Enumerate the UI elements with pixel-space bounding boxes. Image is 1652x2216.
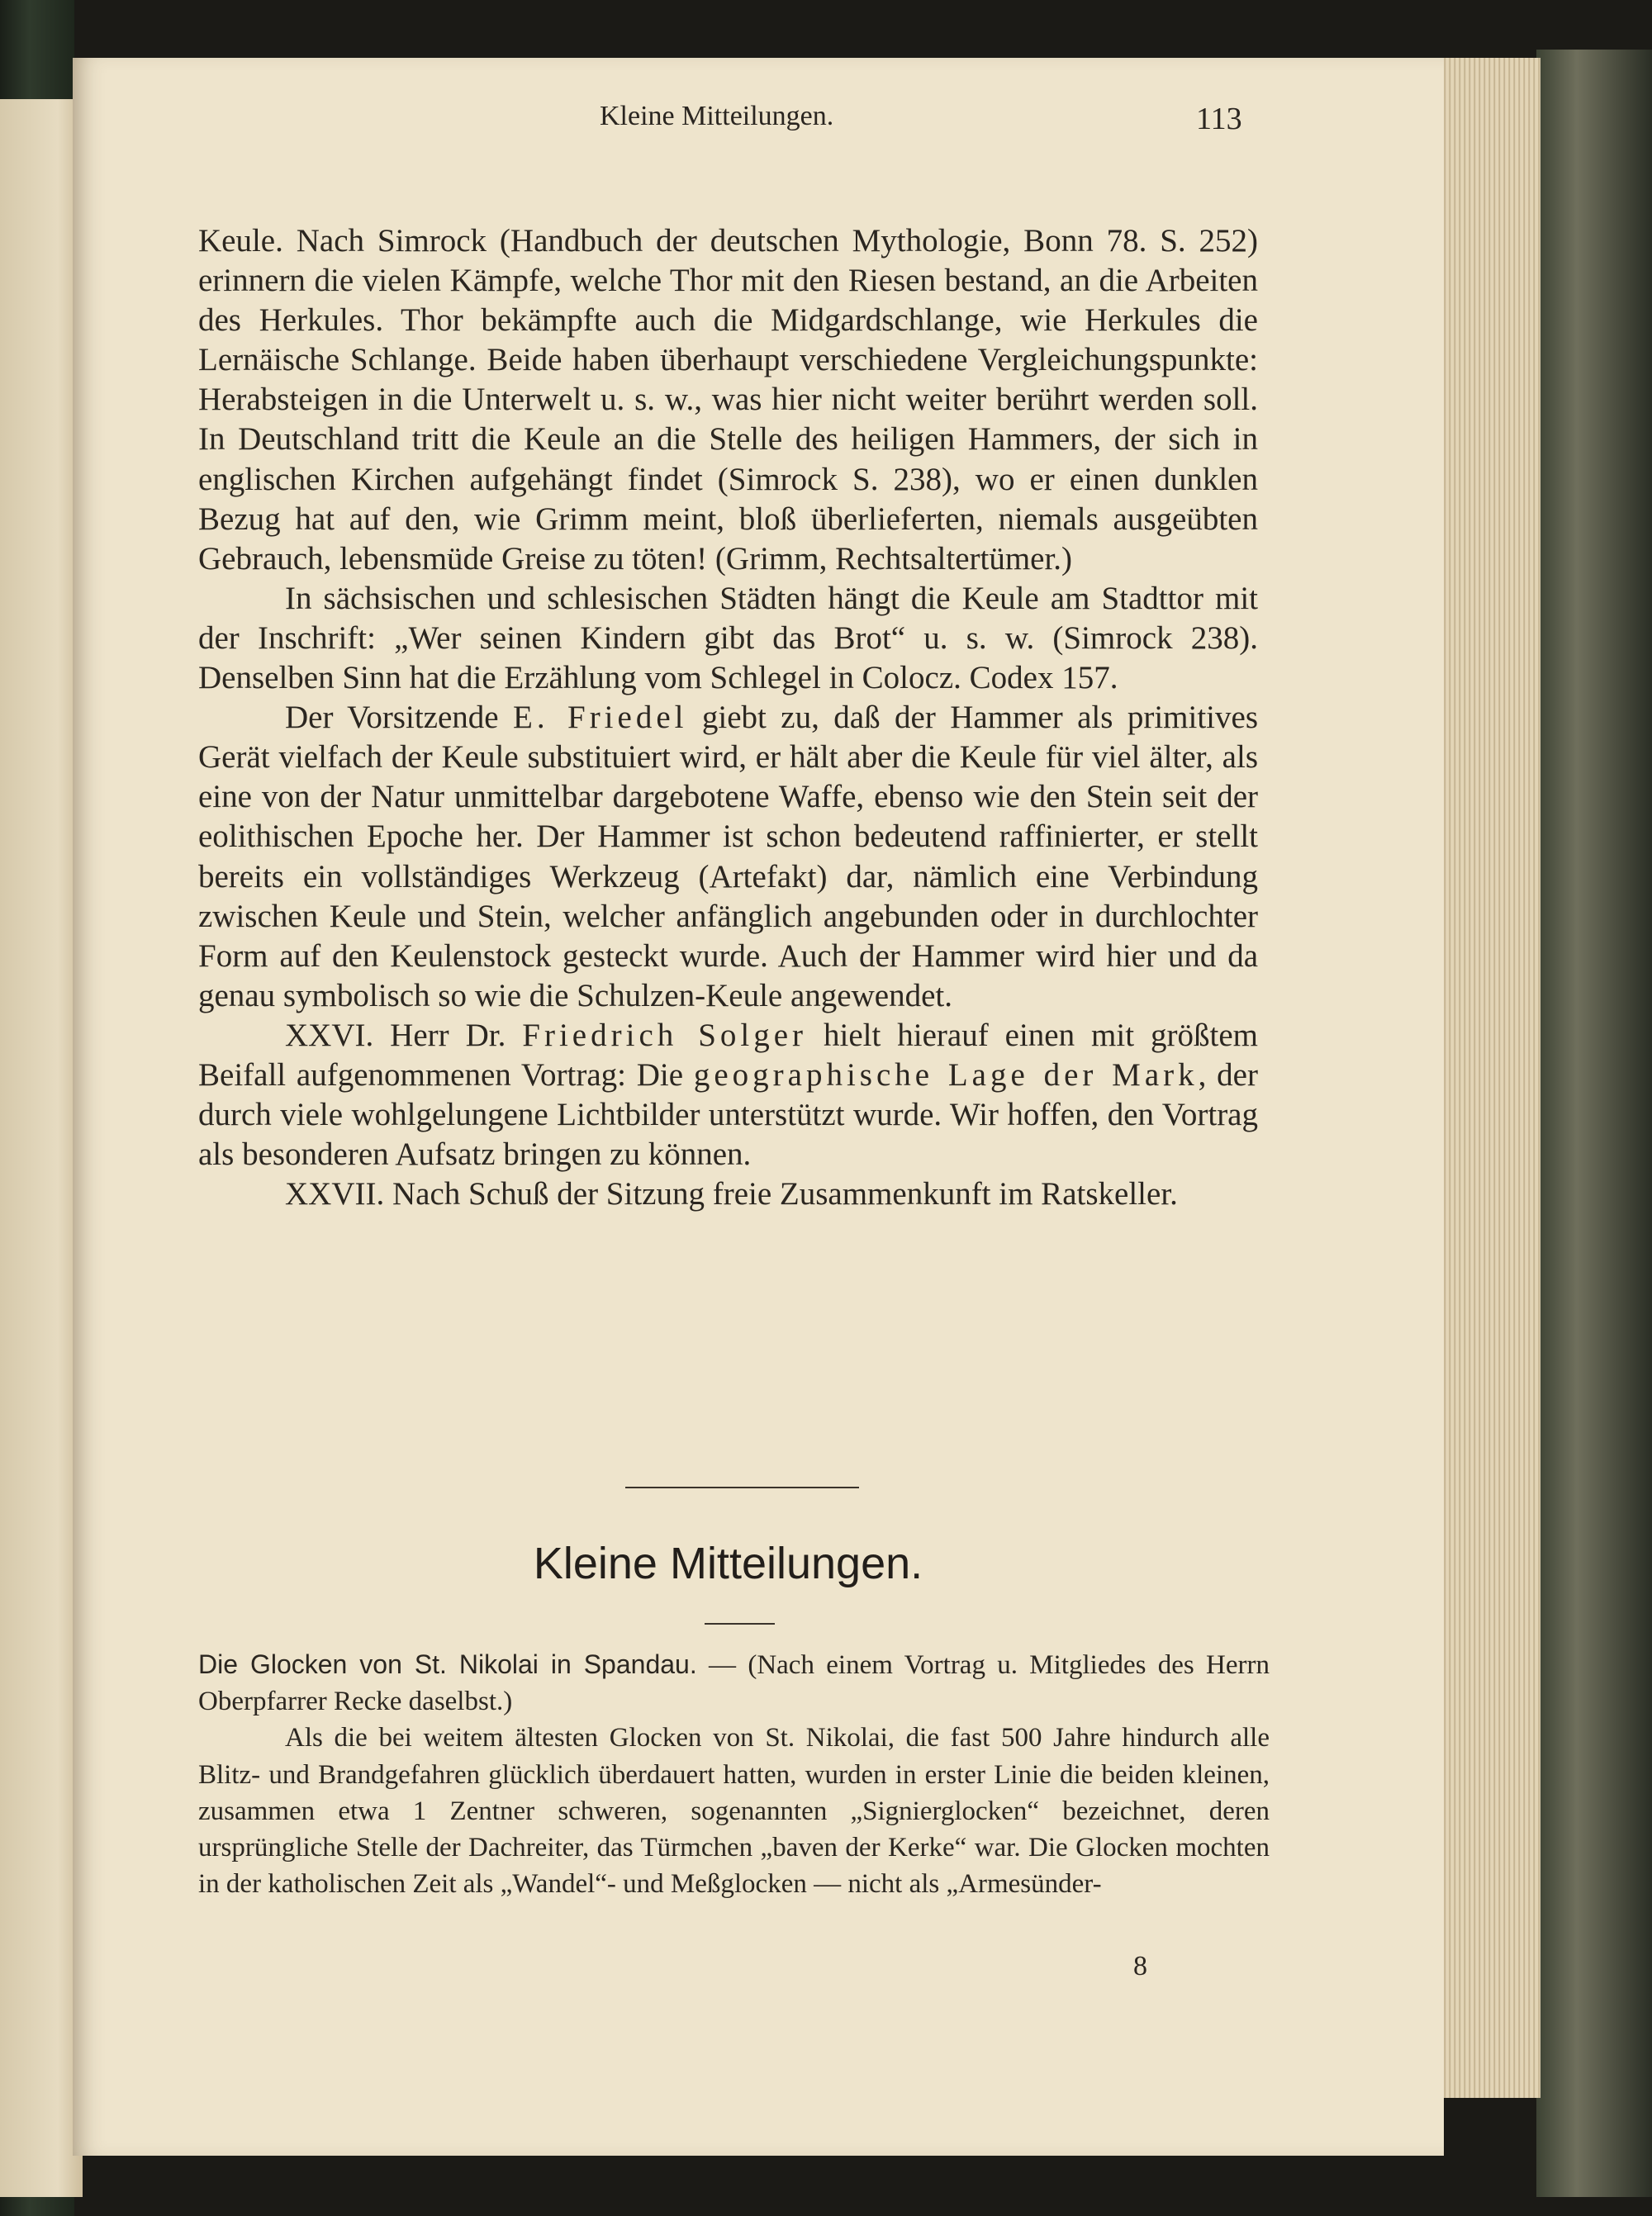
article-text xyxy=(198,1646,1270,1902)
speaker-name-solger: Friedrich Solger xyxy=(522,1017,808,1053)
article-heading xyxy=(198,1646,1270,1720)
section-title: Kleine Mitteilungen. xyxy=(533,1539,923,1588)
page-stack-edges xyxy=(1441,58,1540,2098)
paragraph-3-prefix: Der Vorsitzende xyxy=(285,700,514,736)
paragraph-5: XXVII. Nach Schuß der Sitzung freie Zusammenkunft im Ratskeller. xyxy=(285,1176,1178,1212)
page-number: 113 xyxy=(1196,102,1242,136)
paragraph-4 xyxy=(198,1016,1258,1174)
paragraph-1: Keule. Nach Simrock (Handbuch der deutschen Mythologie, Bonn 78. S. 252) erinnern die vielen Kämpfe, welche Thor mit den Riesen bestand, an die Arbeiten des Herkules. Thor bekämpfte auch die Midgardschlange, wie Herkules die Lernäische Schlange. Beide haben überhaupt verschiedene Vergleichungspunkte: Herabsteigen in die Unterwelt u. s. w., was hier nicht weiter berührt werden soll. In Deutschland tritt die Keule an die Stelle des heiligen Hammers, der sich in englischen Kirchen aufgehängt findet (Simrock S. 238), wo er einen dunklen Bezug hat auf den, wie Grimm meint, bloß überlieferten, niemals ausgeübten Gebrauch, lebensmüde Greise zu töten! (Grimm, Rechtsaltertümer.) xyxy=(198,223,1258,577)
body-text xyxy=(198,221,1258,1214)
paragraph-2: In sächsischen und schlesischen Städten hängt die Keule am Stadttor mit der Inschrift: „Wer seinen Kindern gibt das Brot“ u. s. w. (Simrock 238). Denselben Sinn hat die Erzählung vom Schlegel in Colocz. Codex 157. xyxy=(198,580,1258,696)
paragraph-4-middle: hielt hierauf einen mit größtem Beifall aufgenommenen Vortrag: Die xyxy=(198,1017,1258,1093)
section-divider xyxy=(625,1487,859,1488)
paragraph-4-prefix: XXVI. Herr Dr. xyxy=(285,1017,523,1053)
lecture-title: geographische Lage der Mark xyxy=(693,1056,1199,1093)
article-title: Die Glocken von St. Nikolai in Spandau. xyxy=(198,1649,697,1679)
paragraph-3 xyxy=(198,698,1258,1016)
paragraph-3-text: giebt zu, daß der Hammer als primitives Gerät vielfach der Keule substituiert wird, er hält aber die Keule für viel älter, als eine von der Natur unmittelbar dargebotene Waffe, ebenso wie den Stein seit der eolithischen Epoche her. Der Hammer ist schon bedeutend raffinierter, er stellt bereits ein vollständiges Werkzeug (Artefakt) dar, nämlich eine Verbindung zwischen Keule und Stein, welcher anfänglich angebunden oder in durchlochter Form auf den Keulenstock gesteckt wurde. Auch der Hammer wird hier und da genau symbolisch so wie die Schulzen-Keule angewendet. xyxy=(198,700,1258,1013)
running-head-title: Kleine Mitteilungen. xyxy=(600,101,834,131)
section-title-underline xyxy=(705,1623,775,1625)
previous-page-edge xyxy=(0,99,83,2197)
speaker-name-friedel: E. Friedel xyxy=(513,700,688,736)
signature-mark: 8 xyxy=(1133,1951,1147,1981)
book-cover-right xyxy=(1536,50,1652,2197)
article-intro: — (Nach einem Vortrag u. Mitgliedes des Herrn Oberpfarrer Recke daselbst.) xyxy=(198,1650,1270,1717)
paragraph-4-text: , der durch viele wohlgelungene Lichtbilder unterstützt wurde. Wir hoffen, den Vortrag als besonderen Aufsatz bringen zu können. xyxy=(198,1056,1258,1173)
article-paragraph: Als die bei weitem ältesten Glocken von St. Nikolai, die fast 500 Jahre hindurch alle Blitz- und Brandgefahren glücklich überdauert hatten, wurden in erster Linie die beiden kleinen, zusammen etwa 1 Zentner schweren, sogenannten „Signierglocken“ bezeichnet, deren ursprüngliche Stelle der Dachreiter, das Türmchen „baven der Kerke“ war. Die Glocken mochten in der katholischen Zeit als „Wandel“- und Meßglocken — nicht als „Armesünder- xyxy=(198,1723,1270,1900)
